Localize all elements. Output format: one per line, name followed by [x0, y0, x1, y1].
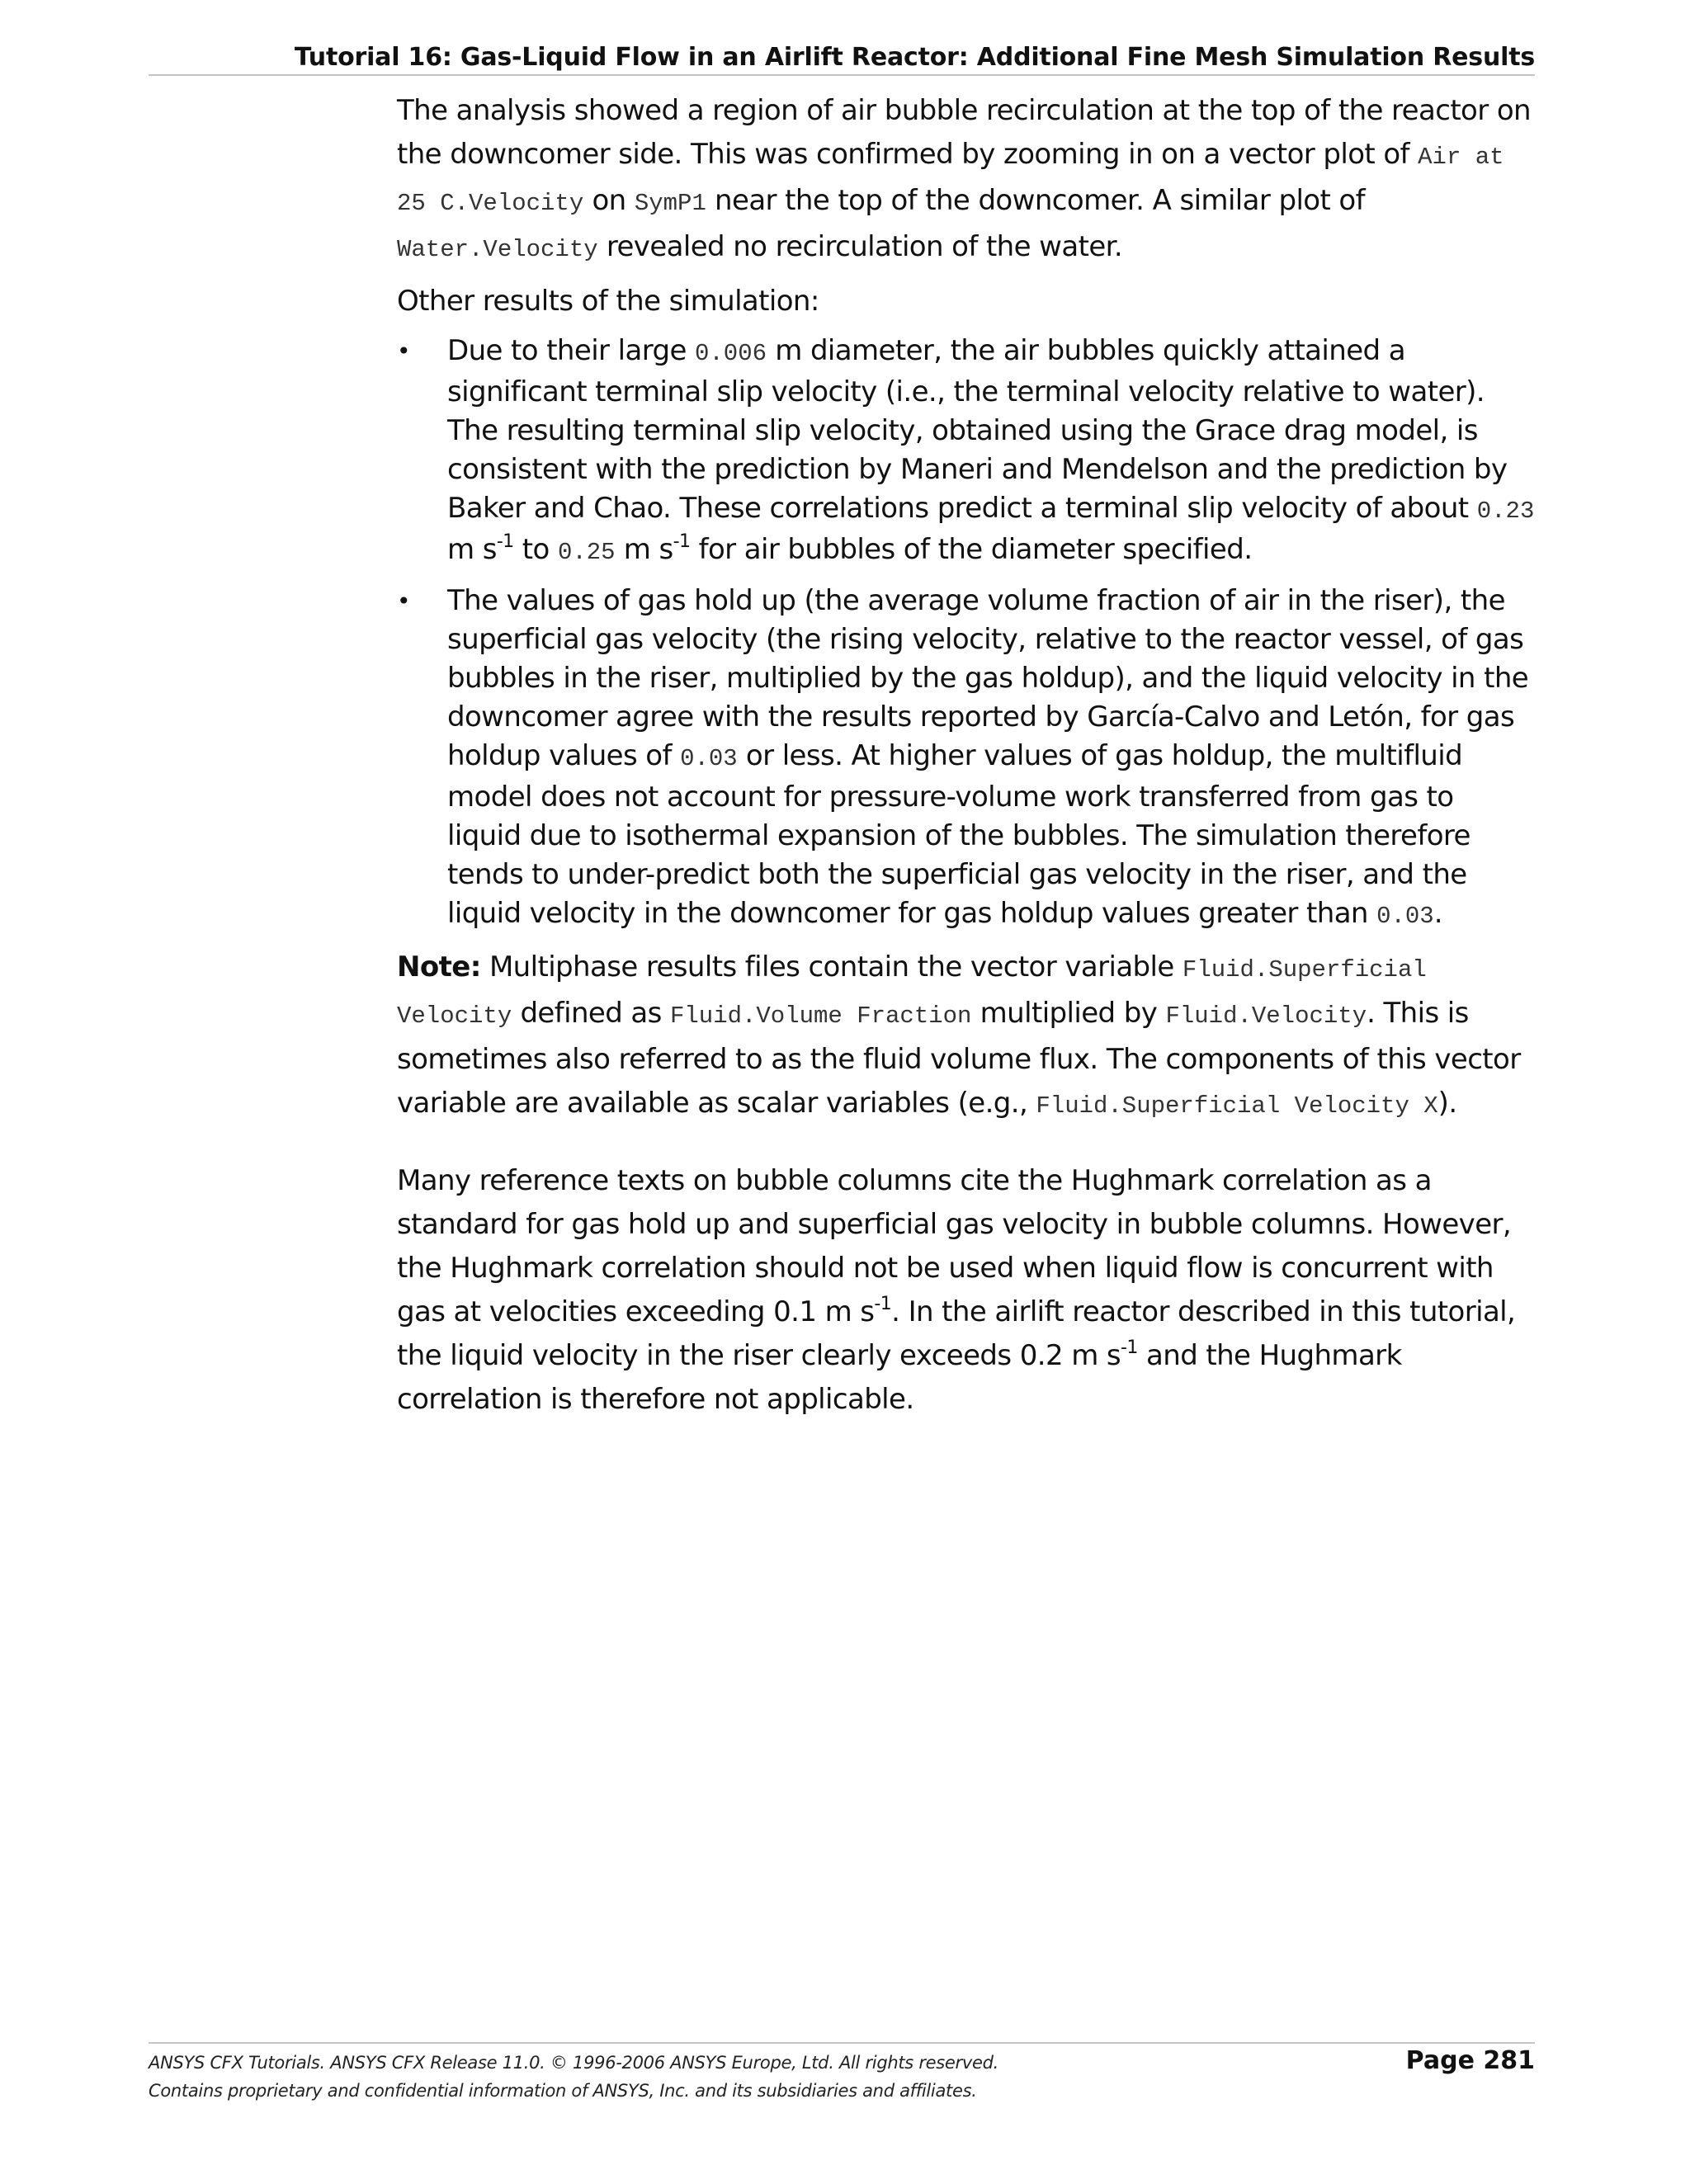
note-paragraph — [397, 946, 1535, 1128]
bullet-2-text-1: The values of gas hold up (the average volume fraction of air in the riser), the superficial gas velocity (the rising velocity, relative to the reactor vessel, of gas bubbles in the riser, multiplied by the gas holdup), and the liquid velocity in the downcomer agree with the results reported by García-Calvo and Letón, for gas holdup values of — [447, 584, 1529, 772]
results-list — [397, 332, 1535, 936]
footer-divider — [149, 2042, 1535, 2044]
bullet-1-text-2: m diameter, the air bubbles quickly attained a significant terminal slip velocity (i.e., the terminal velocity relative to water). The resulting terminal slip velocity, obtained using the Grace drag model, is consistent with the prediction by Maneri and Mendelson and the prediction by Baker and Chao. These correlations predict a terminal slip velocity of about — [447, 334, 1508, 525]
header-divider — [149, 74, 1535, 76]
intro-text-3: near the top of the downcomer. A similar plot of — [706, 184, 1365, 217]
bullet-1-text-6: for air bubbles of the diameter specified. — [690, 533, 1253, 566]
intro-text-4: revealed no recirculation of the water. — [597, 230, 1123, 263]
bullet-2-text-3: . — [1433, 897, 1442, 930]
hughmark-paragraph — [397, 1159, 1535, 1422]
bullet-2-text-2: or less. At higher values of gas holdup, the multifluid model does not account for pressure-volume work transferred from gas to liquid due to isothermal expansion of the bubbles. The simulation therefore tends to under-predict both the superficial gas velocity in the riser, and the liquid velocity in the downcomer for gas holdup values greater than — [447, 739, 1470, 930]
hughmark-text-1: Many reference texts on bubble columns cite the Hughmark correlation as a standard for gas hold up and superficial gas velocity in bubble columns. However, the Hughmark correlation should not be used when liquid flow is concurrent with gas at velocities exceeding 0.1 m s — [397, 1164, 1512, 1328]
note-code-superficial-velocity: Fluid.Superficial Velocity — [397, 956, 1427, 1030]
note-text-3: multiplied by — [971, 997, 1166, 1030]
intro-code-water-velocity: Water.Velocity — [397, 236, 598, 263]
page-number: Page 281 — [1405, 2046, 1535, 2075]
hughmark-superscript-2: -1 — [1121, 1337, 1138, 1358]
intro-code-air-velocity: Air at 25 C.Velocity — [397, 144, 1504, 217]
footer-copyright: ANSYS CFX Tutorials. ANSYS CFX Release 11.0. © 1996-2006 ANSYS Europe, Ltd. All rights reserved. — [149, 2053, 999, 2073]
bullet-2-code-holdup-2: 0.03 — [1376, 903, 1434, 930]
note-code-volume-fraction: Fluid.Volume Fraction — [669, 1002, 972, 1030]
intro-code-symp1: SymP1 — [634, 190, 706, 217]
note-text-4: . This is sometimes also referred to as the fluid volume flux. The components of this vector variable are available as scalar variables (e.g., — [397, 997, 1521, 1120]
bullet-1-text-4: to — [513, 533, 558, 566]
intro-text-2: on — [583, 184, 635, 217]
note-code-superficial-velocity-x: Fluid.Superficial Velocity X — [1036, 1092, 1438, 1120]
note-text-2: defined as — [512, 997, 670, 1030]
bullet-1-text-5: m s — [615, 533, 673, 566]
footer-confidentiality: Contains proprietary and confidential information of ANSYS, Inc. and its subsidiaries and affiliates. — [149, 2081, 977, 2101]
note-label: Note: — [397, 950, 481, 984]
hughmark-text-2: . In the airlift reactor described in this tutorial, the liquid velocity in the riser clearly exceeds 0.2 m s — [397, 1295, 1516, 1372]
intro-paragraph — [397, 89, 1535, 271]
intro-text-1: The analysis showed a region of air bubble recirculation at the top of the reactor on the downcomer side. This was confirmed by zooming in on a vector plot of — [397, 94, 1531, 171]
note-text-5: ). — [1437, 1087, 1457, 1120]
hughmark-text-3: and the Hughmark correlation is therefore not applicable. — [397, 1339, 1402, 1416]
bullet-2-code-holdup-1: 0.03 — [680, 745, 738, 772]
main-content — [397, 89, 1535, 1430]
note-text-1: Multiphase results files contain the vector variable — [480, 950, 1183, 984]
bullet-1-code-diameter: 0.006 — [695, 340, 767, 367]
bullet-1-superscript-1: -1 — [496, 531, 514, 552]
bullet-1-superscript-2: -1 — [673, 531, 691, 552]
bullet-marker: • — [397, 337, 410, 365]
other-results-label: Other results of the simulation: — [397, 285, 819, 318]
bullet-marker: • — [397, 587, 410, 615]
page-header-title: Tutorial 16: Gas-Liquid Flow in an Airlift Reactor: Additional Fine Mesh Simulation Results — [294, 43, 1535, 72]
list-item — [397, 582, 1535, 936]
hughmark-superscript-1: -1 — [874, 1294, 892, 1314]
bullet-1-code-max-velocity: 0.25 — [557, 539, 616, 566]
bullet-1-text-1: Due to their large — [447, 334, 695, 367]
paragraph-spacer — [397, 1136, 1535, 1159]
list-item — [397, 332, 1535, 572]
bullet-1-text-3: m s — [447, 533, 497, 566]
note-code-fluid-velocity: Fluid.Velocity — [1165, 1002, 1367, 1030]
bullet-1-code-min-velocity: 0.23 — [1476, 498, 1535, 525]
